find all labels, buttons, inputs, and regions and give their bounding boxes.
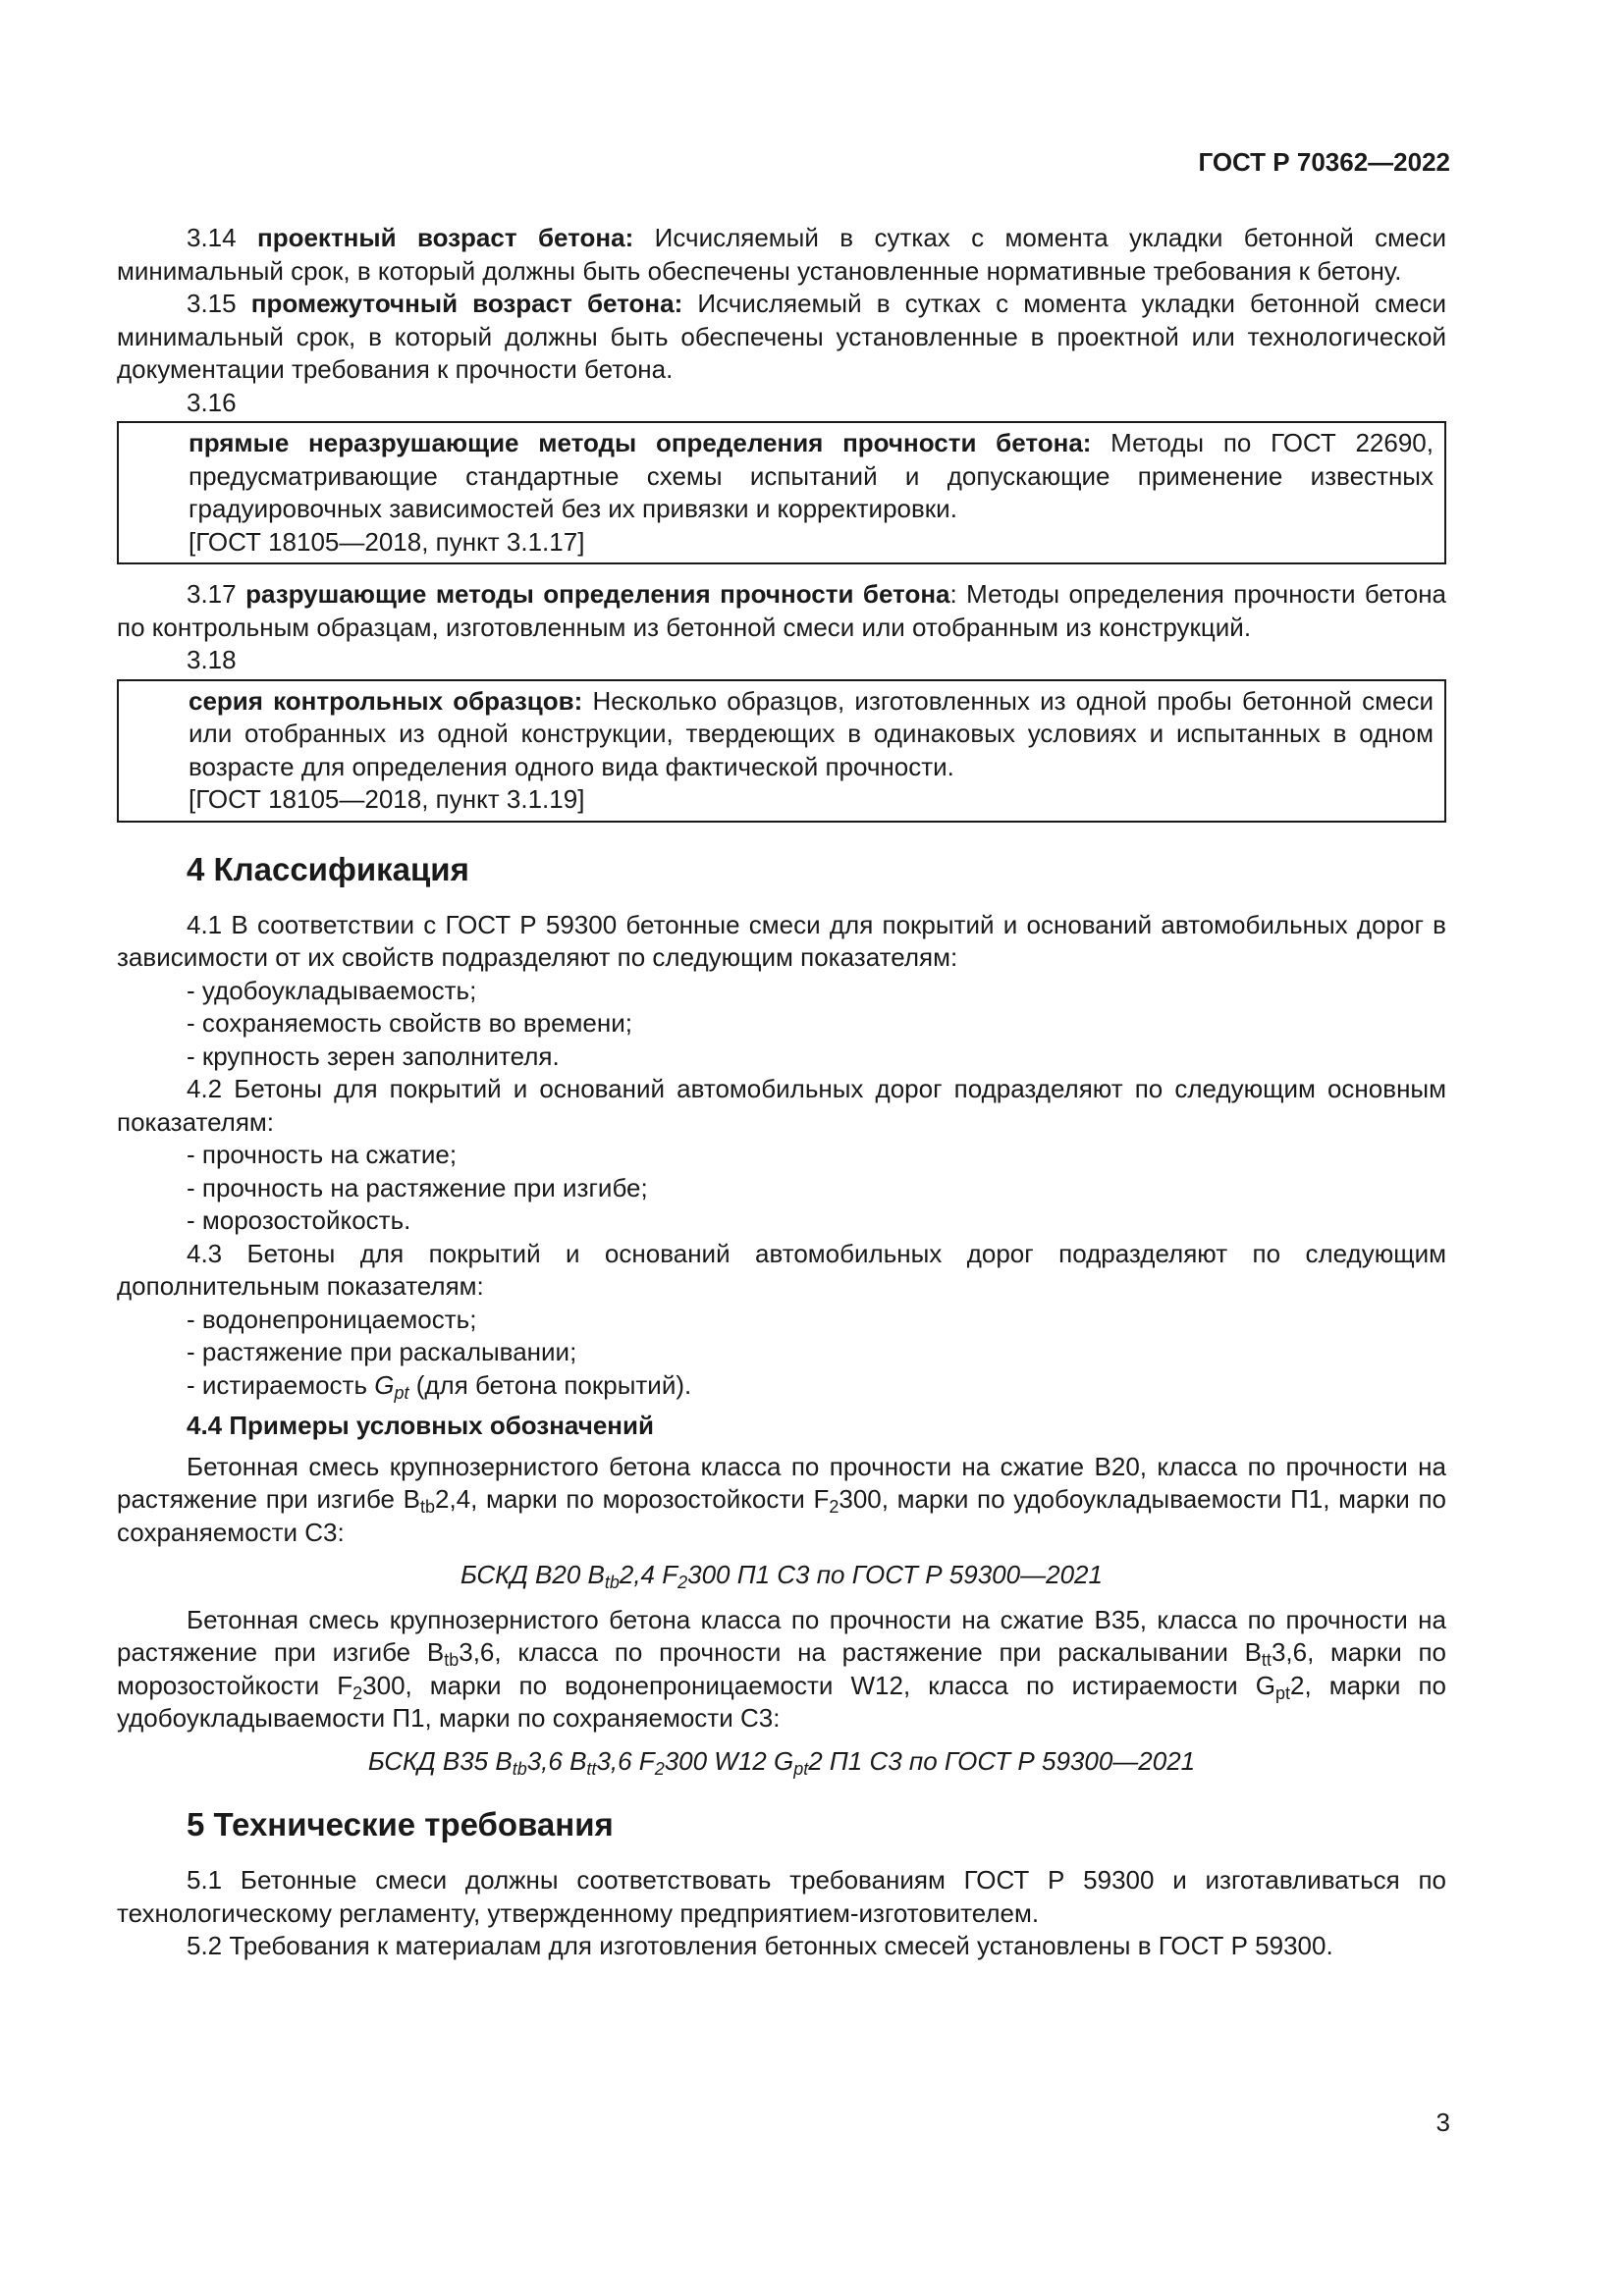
term: прямые неразрушающие методы определения прочности бетона: <box>189 428 1092 457</box>
page-number: 3 <box>1435 2108 1450 2137</box>
clause-3-14 <box>117 222 1446 288</box>
list-item: - растяжение при раскалывании; <box>187 1337 577 1366</box>
clause-4-2: 4.2 Бетоны для покрытий и оснований автомобильных дорог подразделяют по следующим основным показателям: <box>117 1074 1446 1137</box>
clause-number: 3.14 <box>187 223 257 252</box>
boxed-definition <box>189 685 1434 784</box>
list-item: - водонепроницаемость; <box>187 1304 477 1334</box>
term: проектный возраст бетона: <box>257 223 634 252</box>
list-item: - прочность на сжатие; <box>187 1140 458 1169</box>
example-2-designation: БСКД В35 $В_{tb}3,6$ $В_{tt}3,6$ $F_2300$ W12 $G_{pt}2$ П1 С3 по ГОСТ Р 59300—2021 <box>367 1745 1196 1779</box>
clause-5-1: 5.1 Бетонные смеси должны соответствовать требованиям ГОСТ Р 59300 и изготавливаться по технологическому регламенту, утвержденному предприятием-изготовителем. <box>117 1865 1446 1928</box>
term: серия контрольных образцов: <box>189 685 583 716</box>
list-item: - прочность на растяжение при изгибе; <box>187 1172 648 1202</box>
clause-3-15 <box>117 288 1446 387</box>
clause-4-3: 4.3 Бетоны для покрытий и оснований автомобильных дорог подразделяют по следующим дополнительным показателям: <box>117 1238 1446 1301</box>
definition: Методы по ГОСТ 22690, предусматривающие стандартные схемы испытаний и допускающие применение известных градуировочных зависимостей без их привязки и корректировки. <box>189 428 1434 523</box>
list-item: - морозостойкость. <box>187 1205 411 1235</box>
example-1-text: Бетонная смесь крупнозернистого бетона класса по прочности на сжатие В20, класса по прочности на растяжение при изгибе $В_{tb}2,4$, марки по морозостойкости $F_2300$, марки по удобоукладываемости П1, марки по сохраняемости С3: <box>117 1451 1446 1547</box>
section-5-heading: 5 Технические требования <box>187 1806 614 1842</box>
definition-box-3-16 <box>117 421 1446 564</box>
example-2-text: Бетонная смесь крупнозернистого бетона класса по прочности на сжатие В35, класса по прочности на растяжение при изгибе $В_{tb}3,6$, класса по прочности на растяжение при раскалывании $В_{tt}3,6$, марки по морозостойкости $F_2300$, марки по водонепроницаемости W12, класса по истираемости $G_{pt}2$, марки по удобоукладываемости П1, марки по сохраняемости С3: <box>117 1604 1447 1733</box>
definition-box-3-18 <box>117 679 1446 823</box>
definition: Исчисляемый в сутках с момента укладки бетонной смеси минимальный срок, в который должны быть обеспечены установленные в проектной или технологической документации требования к прочности бетона. <box>117 289 1447 384</box>
clause-number: 3.15 <box>187 289 251 318</box>
subsection-4-4-heading: 4.4 Примеры условных обозначений <box>187 1411 654 1440</box>
clause-4-1: 4.1 В соответствии с ГОСТ Р 59300 бетонные смеси для покрытий и оснований автомобильных дорог в зависимости от их свойств подразделяют по следующим показателям: <box>117 909 1446 972</box>
list-item: - удобоукладываемость; <box>187 975 477 1005</box>
source-reference: [ГОСТ 18105—2018, пункт 3.1.19] <box>189 784 585 814</box>
list-item: - истираемость $G_{pt}$ (для бетона покрытий). <box>187 1369 692 1403</box>
clause-3-16-number: 3.16 <box>187 387 237 417</box>
source-reference: [ГОСТ 18105—2018, пункт 3.1.17] <box>189 526 585 557</box>
section-4-heading: 4 Классификация <box>187 850 469 887</box>
page-content <box>117 222 1446 1963</box>
clause-3-17 <box>117 578 1446 644</box>
clause-number: 3.17 <box>187 579 246 609</box>
clause-3-18-number: 3.18 <box>187 645 237 674</box>
boxed-definition <box>189 427 1434 526</box>
term: разрушающие методы определения прочности бетона <box>245 579 950 609</box>
definition: Исчисляемый в сутках с момента укладки бетонной смеси минимальный срок, в который должны быть обеспечены установленные нормативные требования к бетону. <box>117 223 1447 286</box>
definition: Несколько образцов, изготовленных из одной пробы бетонной смеси или отобранных из одной конструкции, твердеющих в одинаковых условиях и испытанных в одном возрасте для определения одного вида фактической прочности. <box>189 685 1434 781</box>
list-item: - крупность зерен заполнителя. <box>187 1041 560 1071</box>
list-item: - сохраняемость свойств во времени; <box>187 1008 632 1038</box>
term: промежуточный возраст бетона: <box>250 289 683 318</box>
document-header: ГОСТ Р 70362—2022 <box>1198 147 1450 177</box>
clause-5-2: 5.2 Требования к материалам для изготовления бетонных смесей установлены в ГОСТ Р 59300. <box>187 1931 1333 1960</box>
definition: : Методы определения прочности бетона по контрольным образцам, изготовленным из бетонной смеси или отобранным из конструкций. <box>117 579 1447 642</box>
example-1-designation: БСКД В20 $В_{tb}2,4$ $F_2300$ П1 С3 по ГОСТ Р 59300—2021 <box>460 1560 1103 1592</box>
